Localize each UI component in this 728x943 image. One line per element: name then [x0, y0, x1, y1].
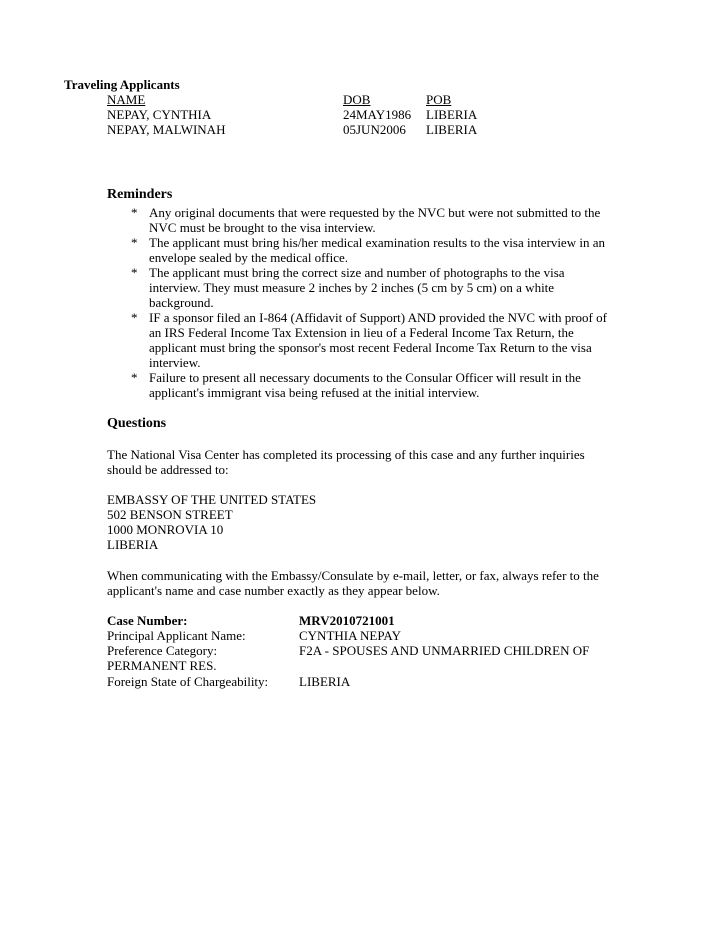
- reminder-line: IF a sponsor filed an I-864 (Affidavit of Support) AND provided the NVC with proof of: [149, 310, 607, 325]
- column-header-name: NAME: [107, 92, 146, 107]
- bullet-star-icon: *: [131, 370, 138, 385]
- reminder-line: interview. They must measure 2 inches by 2 inches (5 cm by 5 cm) on a white: [149, 280, 555, 295]
- reminder-line: The applicant must bring his/her medical examination results to the visa interview in an: [149, 235, 605, 250]
- preference-category-value: F2A - SPOUSES AND UNMARRIED CHILDREN OF: [299, 643, 590, 658]
- principal-applicant-label: Principal Applicant Name:: [107, 628, 246, 643]
- communication-line: When communicating with the Embassy/Consulate by e-mail, letter, or fax, always refer to the: [107, 568, 599, 583]
- reminder-line: envelope sealed by the medical office.: [149, 250, 349, 265]
- communication-line: applicant's name and case number exactly as they appear below.: [107, 583, 440, 598]
- column-header-dob: DOB: [343, 92, 371, 107]
- reminder-line: an IRS Federal Income Tax Extension in lieu of a Federal Income Tax Return, the: [149, 325, 574, 340]
- bullet-star-icon: *: [131, 235, 138, 250]
- column-header-pob: POB: [426, 92, 452, 107]
- reminder-line: background.: [149, 295, 214, 310]
- principal-applicant-value: CYNTHIA NEPAY: [299, 628, 401, 643]
- questions-paragraph-line: The National Visa Center has completed its processing of this case and any further inquiries: [107, 447, 585, 462]
- bullet-star-icon: *: [131, 265, 138, 280]
- bullet-star-icon: *: [131, 310, 138, 325]
- traveling-applicants-heading: Traveling Applicants: [64, 77, 180, 92]
- applicant-name: NEPAY, MALWINAH: [107, 122, 226, 137]
- applicant-name: NEPAY, CYNTHIA: [107, 107, 212, 122]
- reminder-line: interview.: [149, 355, 201, 370]
- address-line: 1000 MONROVIA 10: [107, 522, 224, 537]
- bullet-star-icon: *: [131, 205, 138, 220]
- applicant-pob: LIBERIA: [426, 107, 478, 122]
- reminder-line: applicant's immigrant visa being refused at the initial interview.: [149, 385, 480, 400]
- reminder-line: applicant must bring the sponsor's most recent Federal Income Tax Return to the visa: [149, 340, 592, 355]
- questions-paragraph-line: should be addressed to:: [107, 462, 229, 477]
- reminder-line: NVC must be brought to the visa interview.: [149, 220, 376, 235]
- chargeability-label: Foreign State of Chargeability:: [107, 674, 269, 689]
- applicant-pob: LIBERIA: [426, 122, 478, 137]
- address-line: 502 BENSON STREET: [107, 507, 233, 522]
- questions-heading: Questions: [107, 416, 167, 431]
- reminders-heading: Reminders: [107, 187, 173, 202]
- preference-category-value-continued: PERMANENT RES.: [107, 658, 217, 673]
- reminder-line: Failure to present all necessary documents to the Consular Officer will result in the: [149, 370, 581, 385]
- applicant-dob: 24MAY1986: [343, 107, 412, 122]
- case-number-label: Case Number:: [107, 613, 188, 628]
- applicant-dob: 05JUN2006: [343, 122, 406, 137]
- reminder-line: The applicant must bring the correct size and number of photographs to the visa: [149, 265, 565, 280]
- chargeability-value: LIBERIA: [299, 674, 351, 689]
- case-number-value: MRV2010721001: [299, 613, 395, 628]
- address-line: LIBERIA: [107, 537, 159, 552]
- preference-category-label: Preference Category:: [107, 643, 218, 658]
- reminder-line: Any original documents that were requested by the NVC but were not submitted to the: [149, 205, 601, 220]
- address-line: EMBASSY OF THE UNITED STATES: [107, 492, 317, 507]
